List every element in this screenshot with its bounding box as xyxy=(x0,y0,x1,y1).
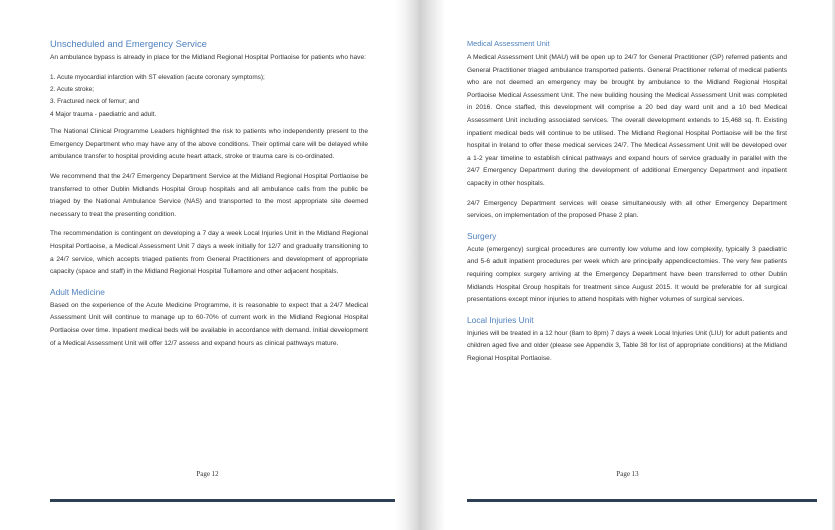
book-spine-gutter xyxy=(395,0,445,530)
conditions-list xyxy=(50,72,368,122)
paragraph: A Medical Assessment Unit (MAU) will be open up to 24/7 for General Practitioner (GP) referred patients and General Practitioner triaged ambulance transported patients. General Practitioner referral of medical patients who are not deemed an emergency may be brought by ambulance to the Midland Regional Hospital Portlaoise Medical Assessment Unit. The new building housing the Medical Assessment Unit was completed in 2016. Once staffed, this development will comprise a 20 bed day ward unit and a 10 bed Medical Assessment Unit including associated services. The overall development extends to 15,468 sq. ft. Existing inpatient medical beds will continue to be utilised. The Midland Regional Hospital Portlaoise will be the first hospital in Ireland to offer these medical services 24/7. The Medical Assessment Unit will be developed over a 1-2 year timeline to establish clinical pathways and expand hours of service gradually in parallel with the 24/7 Emergency Department during the development of additional Emergency Department and inpatient capacity in other hospitals. xyxy=(467,54,787,187)
subheading-local-injuries-unit: Local Injuries Unit xyxy=(467,314,534,325)
paragraph: The National Clinical Programme Leaders highlighted the risk to patients who independently present to the Emergency Department who may have any of the above conditions. Their optimal care will be delayed while ambulance transfer to hospital providing acute heart attack, stroke or trauma care is co-ordinated. xyxy=(50,128,368,161)
paragraph: We recommend that the 24/7 Emergency Department Service at the Midland Regional Hospital Portlaoise be transferred to other Dublin Midlands Hospital Group hospitals and all ambulance calls from the public be triaged by the National Ambulance Service (NAS) and transported to the most appropriate site deemed necessary to treat the presenting condition. xyxy=(50,173,368,218)
paragraph: Injuries will be treated in a 12 hour (8am to 8pm) 7 days a week Local Injuries Unit (LIU) for adult patients and children aged five and older (please see Appendix 3, Table 38 for list of appropriate conditions) at the Midland Regional Hospital Portlaoise. xyxy=(467,329,787,362)
left-page-content xyxy=(50,38,368,357)
paragraph: The recommendation is contingent on developing a 7 day a week Local Injuries Unit in the Midland Regional Hospital Portlaoise, a Medical Assessment Unit 7 days a week initially for 12/7 and gradually transitioning to a 24/7 service, which accepts triaged patients from General Practitioners and development of appropriate capacity (space and staff) in the Midland Regional Hospital Tullamore and other adjacent hospitals. xyxy=(50,230,368,276)
intro-paragraph: An ambulance bypass is already in place for the Midland Regional Hospital Portlaoise for patients who have: xyxy=(50,54,366,61)
section-heading-unscheduled-emergency: Unscheduled and Emergency Service xyxy=(50,38,207,49)
page-number: Page 12 xyxy=(196,470,219,478)
left-page xyxy=(0,0,405,530)
paragraph: Acute (emergency) surgical procedures are currently low volume and low complexity, typically 3 paediatric and 5-6 adult inpatient procedures per week which are principally appendicectomies. The very few patients requiring complex surgery arriving at the Emergency Department have been transferred to other Dublin Midlands Hospital Group hospitals for treatment since August 2015. It would be preferable for all surgical presentations except minor injuries to attend hospitals with higher volumes of surgical services. xyxy=(467,245,787,304)
list-item: 3. Fractured neck of femur; and xyxy=(50,98,140,106)
subheading-adult-medicine: Adult Medicine xyxy=(50,286,105,297)
paragraph: 24/7 Emergency Department services will cease simultaneously with all other Emergency Department services, on implementation of the proposed Phase 2 plan. xyxy=(467,199,787,220)
page-number: Page 13 xyxy=(616,470,639,478)
footer-rule xyxy=(467,499,817,502)
list-item: 2. Acute stroke; xyxy=(50,86,95,93)
footer-rule xyxy=(50,499,400,502)
paragraph: Based on the experience of the Acute Medicine Programme, it is reasonable to expect that a 24/7 Medical Assessment Unit will continue to manage up to 60-70% of current work in the Midland Regional Hospital Portlaoise over time. Inpatient medical beds will be available in accordance with demand. Initial development of a Medical Assessment Unit will offer 12/7 assess and expand hours as clinical pathways mature. xyxy=(50,301,368,347)
right-page-content xyxy=(467,38,787,372)
subheading-surgery: Surgery xyxy=(467,230,497,241)
list-item: 1. Acute myocardial infarction with ST elevation (acute coronary symptoms); xyxy=(50,73,265,81)
section-heading-medical-assessment-unit: Medical Assessment Unit xyxy=(467,39,550,48)
right-page xyxy=(430,0,835,530)
list-item: 4 Major trauma - paediatric and adult. xyxy=(50,110,157,118)
